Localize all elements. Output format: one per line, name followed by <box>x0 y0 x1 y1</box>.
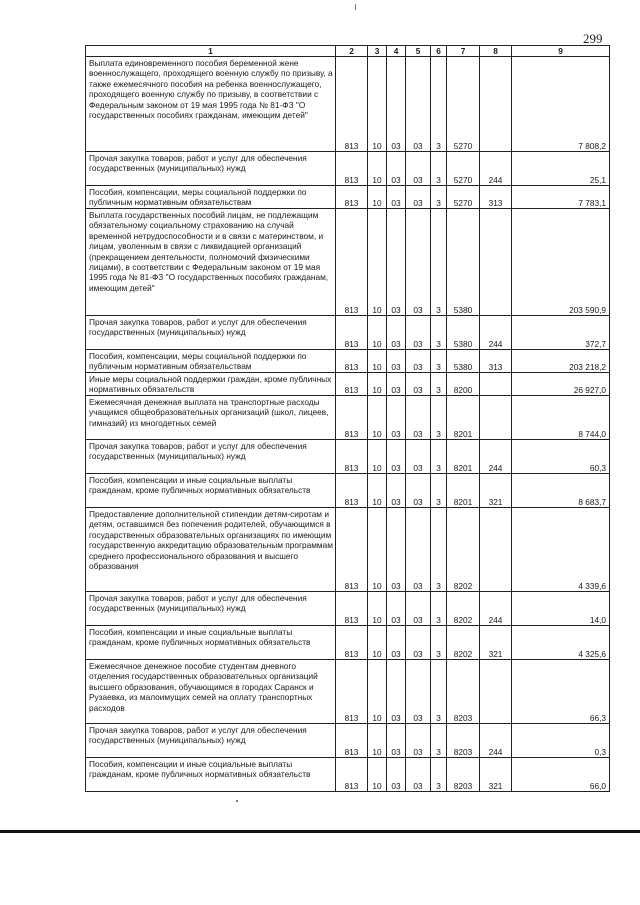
row-description: Прочая закупка товаров, работ и услуг для обеспечения государственных (муниципальных) нужд <box>86 592 336 626</box>
code-expense-type <box>480 57 512 152</box>
page-number: 299 <box>583 31 603 46</box>
code-expense-type: 321 <box>480 626 512 660</box>
code-subprogram: 3 <box>431 373 447 396</box>
code-section: 10 <box>368 592 387 626</box>
code-ministry: 813 <box>336 152 368 186</box>
code-subprogram: 3 <box>431 626 447 660</box>
code-program: 03 <box>406 508 431 592</box>
amount: 66,0 <box>512 758 610 792</box>
code-direction: 5380 <box>447 316 480 350</box>
code-section: 10 <box>368 724 387 758</box>
code-ministry: 813 <box>336 592 368 626</box>
code-program: 03 <box>406 209 431 316</box>
code-direction: 5380 <box>447 209 480 316</box>
table-row <box>86 660 610 724</box>
table-body <box>86 57 610 792</box>
code-subsection: 03 <box>387 396 406 440</box>
code-subprogram: 3 <box>431 186 447 209</box>
code-expense-type <box>480 660 512 724</box>
code-ministry: 813 <box>336 350 368 373</box>
code-subprogram: 3 <box>431 152 447 186</box>
row-description: Ежемесячное денежное пособие студентам дневного отделения государственных образовательных организаций высшего образования, обучающимся в городах Саранск и Рузаевка, из малоимущих семей на оплату транспортных расходов <box>86 660 336 724</box>
table-row <box>86 373 610 396</box>
code-direction: 5380 <box>447 350 480 373</box>
amount: 14,0 <box>512 592 610 626</box>
code-direction: 8203 <box>447 758 480 792</box>
code-ministry: 813 <box>336 758 368 792</box>
scan-artifact <box>355 4 356 10</box>
header-cell: 9 <box>512 46 610 57</box>
table-row <box>86 396 610 440</box>
code-subprogram: 3 <box>431 440 447 474</box>
row-description: Прочая закупка товаров, работ и услуг для обеспечения государственных (муниципальных) нужд <box>86 440 336 474</box>
code-subsection: 03 <box>387 152 406 186</box>
code-direction: 8203 <box>447 724 480 758</box>
code-program: 03 <box>406 592 431 626</box>
code-section: 10 <box>368 758 387 792</box>
amount: 4 325,6 <box>512 626 610 660</box>
header-cell: 5 <box>406 46 431 57</box>
code-direction: 8201 <box>447 396 480 440</box>
code-subprogram: 3 <box>431 724 447 758</box>
code-direction: 8202 <box>447 508 480 592</box>
code-program: 03 <box>406 396 431 440</box>
table-row <box>86 440 610 474</box>
code-section: 10 <box>368 373 387 396</box>
code-subsection: 03 <box>387 724 406 758</box>
code-ministry: 813 <box>336 474 368 508</box>
table-row <box>86 209 610 316</box>
table-row <box>86 186 610 209</box>
code-direction: 5270 <box>447 57 480 152</box>
code-subsection: 03 <box>387 758 406 792</box>
code-subsection: 03 <box>387 350 406 373</box>
code-section: 10 <box>368 209 387 316</box>
code-section: 10 <box>368 396 387 440</box>
code-direction: 8201 <box>447 474 480 508</box>
code-program: 03 <box>406 626 431 660</box>
code-expense-type: 244 <box>480 316 512 350</box>
code-section: 10 <box>368 474 387 508</box>
code-subprogram: 3 <box>431 209 447 316</box>
amount: 8 683,7 <box>512 474 610 508</box>
row-description: Пособия, компенсации, меры социальной поддержки по публичным нормативным обязательствам <box>86 186 336 209</box>
code-expense-type: 244 <box>480 152 512 186</box>
code-ministry: 813 <box>336 508 368 592</box>
code-ministry: 813 <box>336 57 368 152</box>
header-cell: 4 <box>387 46 406 57</box>
code-subprogram: 3 <box>431 396 447 440</box>
code-expense-type: 321 <box>480 758 512 792</box>
table-row <box>86 724 610 758</box>
code-program: 03 <box>406 373 431 396</box>
budget-table <box>85 45 610 792</box>
code-subsection: 03 <box>387 209 406 316</box>
row-description: Прочая закупка товаров, работ и услуг для обеспечения государственных (муниципальных) нужд <box>86 316 336 350</box>
table-row <box>86 152 610 186</box>
row-description: Пособия, компенсации и иные социальные выплаты гражданам, кроме публичных нормативных обязательств <box>86 758 336 792</box>
code-subprogram: 3 <box>431 316 447 350</box>
code-section: 10 <box>368 350 387 373</box>
table-row <box>86 508 610 592</box>
row-description: Пособия, компенсации, меры социальной поддержки по публичным нормативным обязательствам <box>86 350 336 373</box>
code-program: 03 <box>406 758 431 792</box>
amount: 25,1 <box>512 152 610 186</box>
code-subsection: 03 <box>387 660 406 724</box>
row-description: Прочая закупка товаров, работ и услуг для обеспечения государственных (муниципальных) нужд <box>86 152 336 186</box>
code-ministry: 813 <box>336 440 368 474</box>
code-ministry: 813 <box>336 396 368 440</box>
code-subsection: 03 <box>387 186 406 209</box>
code-subprogram: 3 <box>431 660 447 724</box>
table-row <box>86 57 610 152</box>
row-description: Иные меры социальной поддержки граждан, кроме публичных нормативных обязательств <box>86 373 336 396</box>
amount: 60,3 <box>512 440 610 474</box>
code-subsection: 03 <box>387 508 406 592</box>
table-row <box>86 350 610 373</box>
scan-edge-line <box>0 830 640 833</box>
code-subprogram: 3 <box>431 592 447 626</box>
code-program: 03 <box>406 660 431 724</box>
table-header-row <box>86 46 610 57</box>
code-section: 10 <box>368 186 387 209</box>
row-description: Прочая закупка товаров, работ и услуг для обеспечения государственных (муниципальных) нужд <box>86 724 336 758</box>
code-program: 03 <box>406 350 431 373</box>
code-subprogram: 3 <box>431 57 447 152</box>
code-subsection: 03 <box>387 373 406 396</box>
code-direction: 5270 <box>447 186 480 209</box>
code-ministry: 813 <box>336 209 368 316</box>
amount: 0,3 <box>512 724 610 758</box>
code-expense-type <box>480 373 512 396</box>
code-section: 10 <box>368 316 387 350</box>
code-direction: 8202 <box>447 626 480 660</box>
amount: 372,7 <box>512 316 610 350</box>
code-direction: 8203 <box>447 660 480 724</box>
code-subprogram: 3 <box>431 508 447 592</box>
code-subprogram: 3 <box>431 758 447 792</box>
header-cell: 1 <box>86 46 336 57</box>
code-ministry: 813 <box>336 186 368 209</box>
code-direction: 8202 <box>447 592 480 626</box>
table-row <box>86 758 610 792</box>
code-ministry: 813 <box>336 724 368 758</box>
code-expense-type <box>480 209 512 316</box>
code-section: 10 <box>368 508 387 592</box>
row-description: Пособия, компенсации и иные социальные выплаты гражданам, кроме публичных нормативных обязательств <box>86 474 336 508</box>
code-program: 03 <box>406 316 431 350</box>
row-description: Ежемесячная денежная выплата на транспортные расходы учащимся общеобразовательных организаций (школ, лицеев, гимназий) из многодетных семей <box>86 396 336 440</box>
code-ministry: 813 <box>336 316 368 350</box>
code-section: 10 <box>368 152 387 186</box>
header-cell: 6 <box>431 46 447 57</box>
code-subsection: 03 <box>387 440 406 474</box>
header-cell: 2 <box>336 46 368 57</box>
header-cell: 3 <box>368 46 387 57</box>
amount: 203 218,2 <box>512 350 610 373</box>
code-program: 03 <box>406 724 431 758</box>
code-ministry: 813 <box>336 373 368 396</box>
code-expense-type <box>480 508 512 592</box>
code-expense-type: 244 <box>480 724 512 758</box>
code-section: 10 <box>368 57 387 152</box>
code-program: 03 <box>406 474 431 508</box>
code-expense-type: 244 <box>480 592 512 626</box>
code-program: 03 <box>406 440 431 474</box>
code-program: 03 <box>406 57 431 152</box>
code-program: 03 <box>406 186 431 209</box>
code-subsection: 03 <box>387 57 406 152</box>
code-expense-type: 313 <box>480 186 512 209</box>
code-section: 10 <box>368 660 387 724</box>
amount: 203 590,9 <box>512 209 610 316</box>
table-row <box>86 474 610 508</box>
amount: 7 808,2 <box>512 57 610 152</box>
amount: 4 339,6 <box>512 508 610 592</box>
table-row <box>86 316 610 350</box>
amount: 7 783,1 <box>512 186 610 209</box>
header-cell: 7 <box>447 46 480 57</box>
code-subprogram: 3 <box>431 474 447 508</box>
code-direction: 5270 <box>447 152 480 186</box>
row-description: Предоставление дополнительной стипендии детям-сиротам и детям, оставшимся без попечения родителей, обучающимся в государственных образовательных организациях по имеющим государственную аккредитацию образовательным программам среднего профессионального образования и высшего образования <box>86 508 336 592</box>
table-row <box>86 592 610 626</box>
code-subprogram: 3 <box>431 350 447 373</box>
code-subsection: 03 <box>387 474 406 508</box>
code-expense-type: 244 <box>480 440 512 474</box>
row-description: Пособия, компенсации и иные социальные выплаты гражданам, кроме публичных нормативных обязательств <box>86 626 336 660</box>
code-expense-type: 321 <box>480 474 512 508</box>
code-subsection: 03 <box>387 592 406 626</box>
code-expense-type: 313 <box>480 350 512 373</box>
header-cell: 8 <box>480 46 512 57</box>
code-subsection: 03 <box>387 626 406 660</box>
code-section: 10 <box>368 440 387 474</box>
code-ministry: 813 <box>336 660 368 724</box>
amount: 8 744,0 <box>512 396 610 440</box>
code-expense-type <box>480 396 512 440</box>
table-row <box>86 626 610 660</box>
code-section: 10 <box>368 626 387 660</box>
code-direction: 8200 <box>447 373 480 396</box>
amount: 66,3 <box>512 660 610 724</box>
row-description: Выплата государственных пособий лицам, не подлежащим обязательному социальному страхованию на случай временной нетрудоспособности и в связи с материнством, и лицам, уволенным в связи с ликвидацией организаций (прекращением деятельности, полномочий физическими лицами), в соответствии с Федеральным законом от 19 мая 1995 года № 81-ФЗ "О государственных пособиях гражданам, имеющим детей" <box>86 209 336 316</box>
code-program: 03 <box>406 152 431 186</box>
code-ministry: 813 <box>336 626 368 660</box>
amount: 26 927,0 <box>512 373 610 396</box>
code-subsection: 03 <box>387 316 406 350</box>
row-description: Выплата единовременного пособия беременной жене военнослужащего, проходящего военную службу по призыву, а также ежемесячного пособия на ребенка военнослужащего, проходящего военную службу по призыву, в соответствии с Федеральным законом от 19 мая 1995 года № 81-ФЗ "О государственных пособиях гражданам, имеющим детей" <box>86 57 336 152</box>
scan-artifact <box>236 800 238 802</box>
code-direction: 8201 <box>447 440 480 474</box>
